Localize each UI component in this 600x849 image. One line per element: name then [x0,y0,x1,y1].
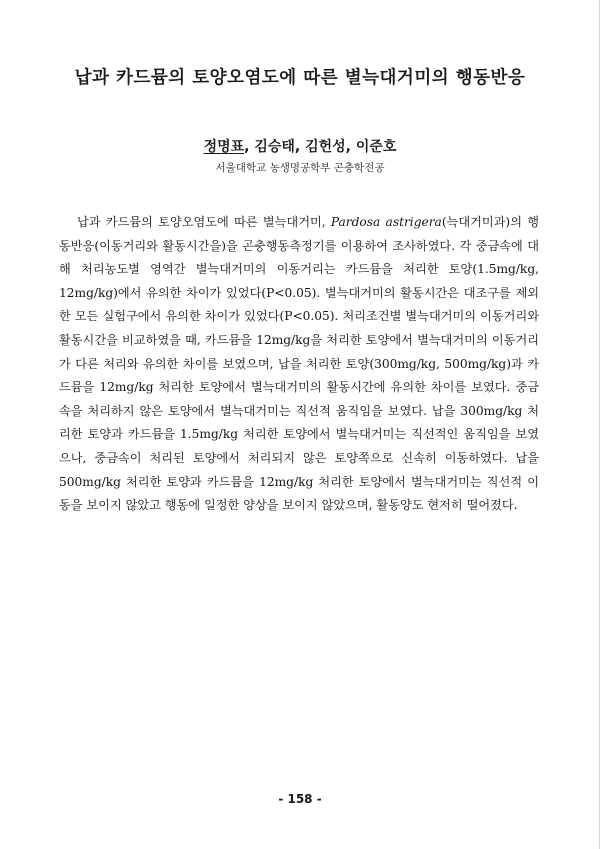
abstract-intro: 납과 카드뮴의 토양오염도에 따른 별늑대거미, [77,215,331,229]
page-number: - 158 - [278,792,322,806]
presenting-author: 정명표 [203,139,245,155]
author-list [0,136,600,156]
abstract-text: (늑대거미과)의 행동반응(이동거리와 활동시간을)을 곤충행동측정기를 이용하여 조사하였다. 각 중금속에 대해 처리농도별 영역간 별늑대거미의 이동거리는 카드뮴을 처리한 토양(1.5mg/kg, 12mg/kg)에서 유의한 차이가 있었다(P<0.05). 별늑대거미의 활동시간은 대조구를 제외한 모든 실험구에서 유의한 차이가 있었다(P<0.05). 처리조건별 별늑대거미의 이동거리와 활동시간을 비교하였을 때, 카드뮴을 12mg/kg을 처리한 토양에서 별늑대거미의 이동거리가 다른 처리와 유의한 차이를 보였으며, 납을 처리한 토양(300mg/kg, 500mg/kg)과 카드뮴을 12mg/kg 처리한 토양에서 별늑대거미의 활동시간에 유의한 차이를 보였다. 중금속을 처리하지 않은 토양에서 별늑대거미는 직선적 움직임을 보였다. 납을 300mg/kg 처리한 토양과 카드뮴을 1.5mg/kg 처리한 토양에서 별늑대거미는 직선적인 움직임을 보였으나, 중금속이 처리된 토양에서 처리되지 않은 토양쪽으로 신속히 이동하였다. 납을 500mg/kg 처리한 토양과 카드뮴을 12mg/kg 처리한 토양에서 별늑대거미는 직선적 이동을 보이지 않았고 행동에 일정한 양상을 보이지 않았으며, 활동양도 현저히 떨어졌다. [59,215,539,513]
author-affiliation: 서울대학교 농생명공학부 곤충학전공 [215,162,385,174]
abstract-body [59,211,539,518]
species-name: Pardosa astrigera [330,215,442,229]
co-authors: , 김승태, 김헌성, 이준호 [244,139,397,155]
paper-title: 납과 카드뮴의 토양오염도에 따른 별늑대거미의 행동반응 [74,68,526,88]
